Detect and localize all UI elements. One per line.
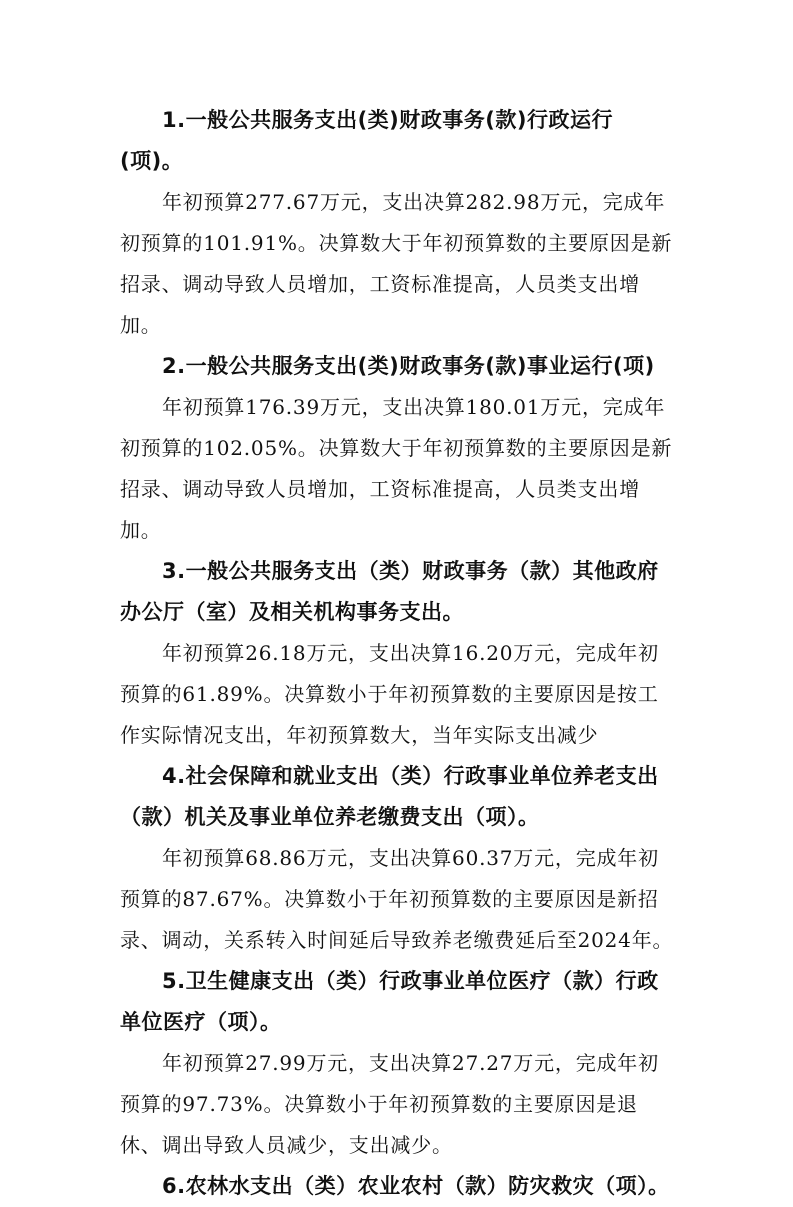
section-6 (120, 1166, 675, 1207)
section-heading: 2.一般公共服务支出(类)财政事务(款)事业运行(项) (162, 354, 655, 378)
section-body: 年初预算26.18万元，支出决算16.20万元，完成年初预算的61.89%。决算数小于年初预算数的主要原因是按工作实际情况支出，年初预算数大，当年实际支出减少 (120, 641, 659, 747)
section-2 (120, 346, 675, 551)
section-heading: 6.农林水支出（类）农业农村（款）防灾救灾（项）。 (162, 1174, 670, 1198)
section-1 (120, 100, 675, 346)
section-5 (120, 961, 675, 1166)
section-3 (120, 551, 675, 756)
section-4 (120, 756, 675, 961)
section-heading: 4.社会保障和就业支出（类）行政事业单位养老支出（款）机关及事业单位养老缴费支出（项）。 (120, 764, 659, 829)
section-heading: 3.一般公共服务支出（类）财政事务（款）其他政府办公厅（室）及相关机构事务支出。 (120, 559, 659, 624)
section-heading: 1.一般公共服务支出(类)财政事务(款)行政运行(项)。 (120, 108, 613, 173)
section-heading: 5.卫生健康支出（类）行政事业单位医疗（款）行政单位医疗（项）。 (120, 969, 659, 1034)
section-body: 年初预算176.39万元，支出决算180.01万元，完成年初预算的102.05%。决算数大于年初预算数的主要原因是新招录、调动导致人员增加，工资标准提高，人员类支出增加。 (120, 395, 673, 542)
section-body: 年初预算277.67万元，支出决算282.98万元，完成年初预算的101.91%。决算数大于年初预算数的主要原因是新招录、调动导致人员增加，工资标准提高，人员类支出增加。 (120, 190, 673, 337)
section-body: 年初预算68.86万元，支出决算60.37万元，完成年初预算的87.67%。决算数小于年初预算数的主要原因是新招录、调动，关系转入时间延后导致养老缴费延后至2024年。 (120, 846, 674, 952)
section-body: 年初预算27.99万元，支出决算27.27万元，完成年初预算的97.73%。决算数小于年初预算数的主要原因是退休、调出导致人员减少，支出减少。 (120, 1051, 659, 1157)
document-content (120, 100, 675, 1207)
